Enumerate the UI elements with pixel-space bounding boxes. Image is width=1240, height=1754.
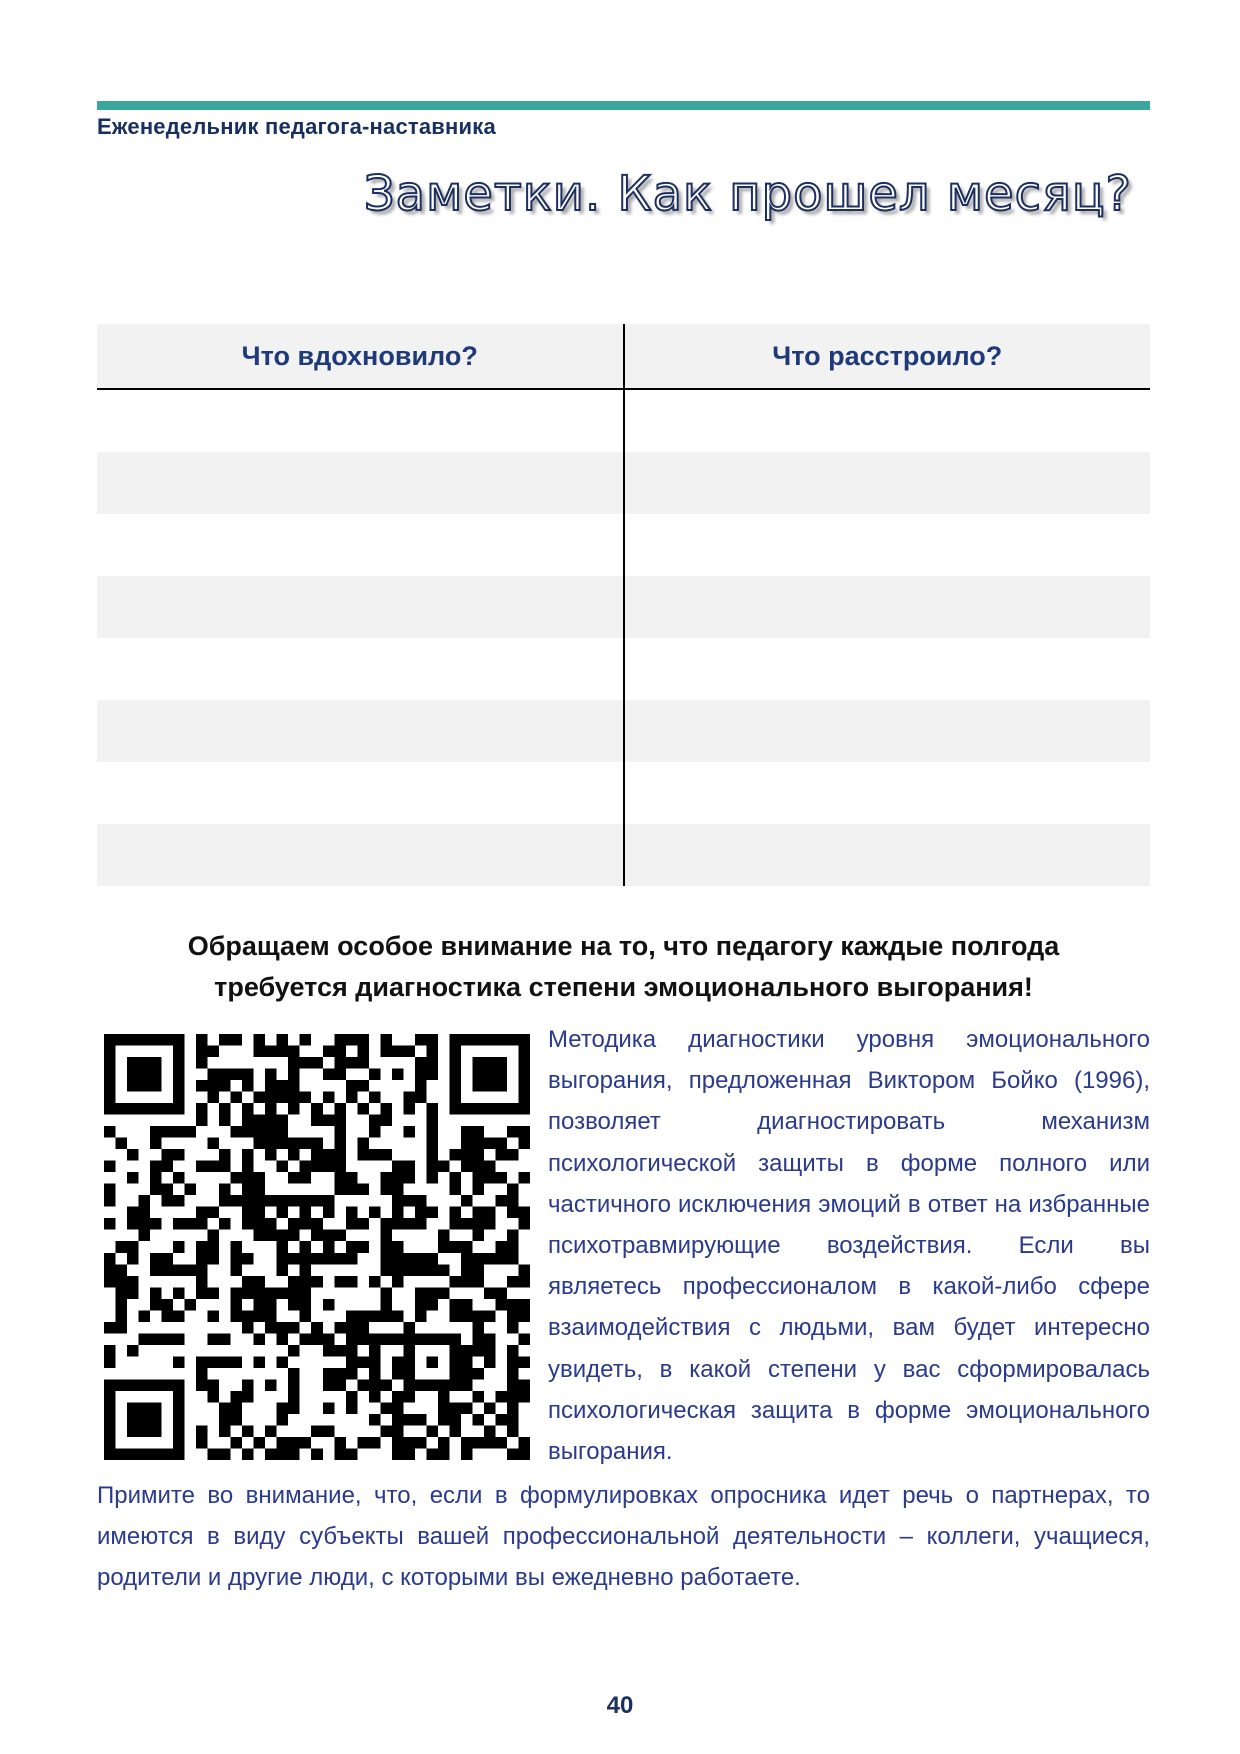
attention-notice bbox=[97, 926, 1150, 1008]
table-cell[interactable] bbox=[97, 762, 624, 824]
table-cell[interactable] bbox=[97, 700, 624, 762]
table-cell[interactable] bbox=[97, 576, 624, 638]
table-cell[interactable] bbox=[624, 638, 1151, 700]
table-row bbox=[97, 762, 1150, 824]
table-cell[interactable] bbox=[624, 452, 1151, 514]
attention-line-2: требуется диагностика степени эмоционального выгорания! bbox=[214, 972, 1033, 1002]
table-row bbox=[97, 389, 1150, 452]
table-cell[interactable] bbox=[97, 514, 624, 576]
page-title: Заметки. Как прошел месяц? bbox=[363, 166, 1132, 222]
table-cell[interactable] bbox=[624, 700, 1151, 762]
column-header-inspired: Что вдохновило? bbox=[97, 324, 624, 389]
table-cell[interactable] bbox=[624, 389, 1151, 452]
qr-code-icon[interactable] bbox=[104, 1034, 530, 1460]
table-cell[interactable] bbox=[624, 514, 1151, 576]
table-header-row bbox=[97, 324, 1150, 389]
table-row bbox=[97, 700, 1150, 762]
running-header: Еженедельник педагога-наставника bbox=[97, 114, 496, 139]
page-number: 40 bbox=[606, 1692, 634, 1719]
questionnaire-note: Примите во внимание, что, если в формулировках опросника идет речь о партнерах, то имеются в виду субъекты вашей профессиональной деятельности – коллеги, учащиеся, родители и другие люди, с которыми вы ежедневно работаете. bbox=[97, 1482, 1150, 1592]
table-cell[interactable] bbox=[624, 576, 1151, 638]
table-cell[interactable] bbox=[97, 389, 624, 452]
table-row bbox=[97, 452, 1150, 514]
table-row bbox=[97, 638, 1150, 700]
table-cell[interactable] bbox=[624, 762, 1151, 824]
method-description: Методика диагностики уровня эмоционального выгорания, предложенная Виктором Бойко (1996), позволяет диагностировать механизм психологической защиты в форме полного или частичного исключения эмоций в ответ на избранные психотравмирующие воздействия. Если вы являетесь профессионалом в какой-либо сфере взаимодействия с людьми, вам будет интересно увидеть, в какой степени у вас сформировалась психологическая защита в форме эмоционального выгорания. bbox=[548, 1026, 1150, 1466]
table-cell[interactable] bbox=[624, 824, 1151, 886]
notes-table bbox=[97, 324, 1150, 886]
table-row bbox=[97, 514, 1150, 576]
table-cell[interactable] bbox=[97, 824, 624, 886]
column-header-upset: Что расстроило? bbox=[624, 324, 1151, 389]
table-cell[interactable] bbox=[97, 452, 624, 514]
table-cell[interactable] bbox=[97, 638, 624, 700]
header-rule bbox=[97, 101, 1150, 110]
table-row bbox=[97, 576, 1150, 638]
attention-line-1: Обращаем особое внимание на то, что педагогу каждые полгода bbox=[187, 931, 1060, 961]
table-row bbox=[97, 824, 1150, 886]
